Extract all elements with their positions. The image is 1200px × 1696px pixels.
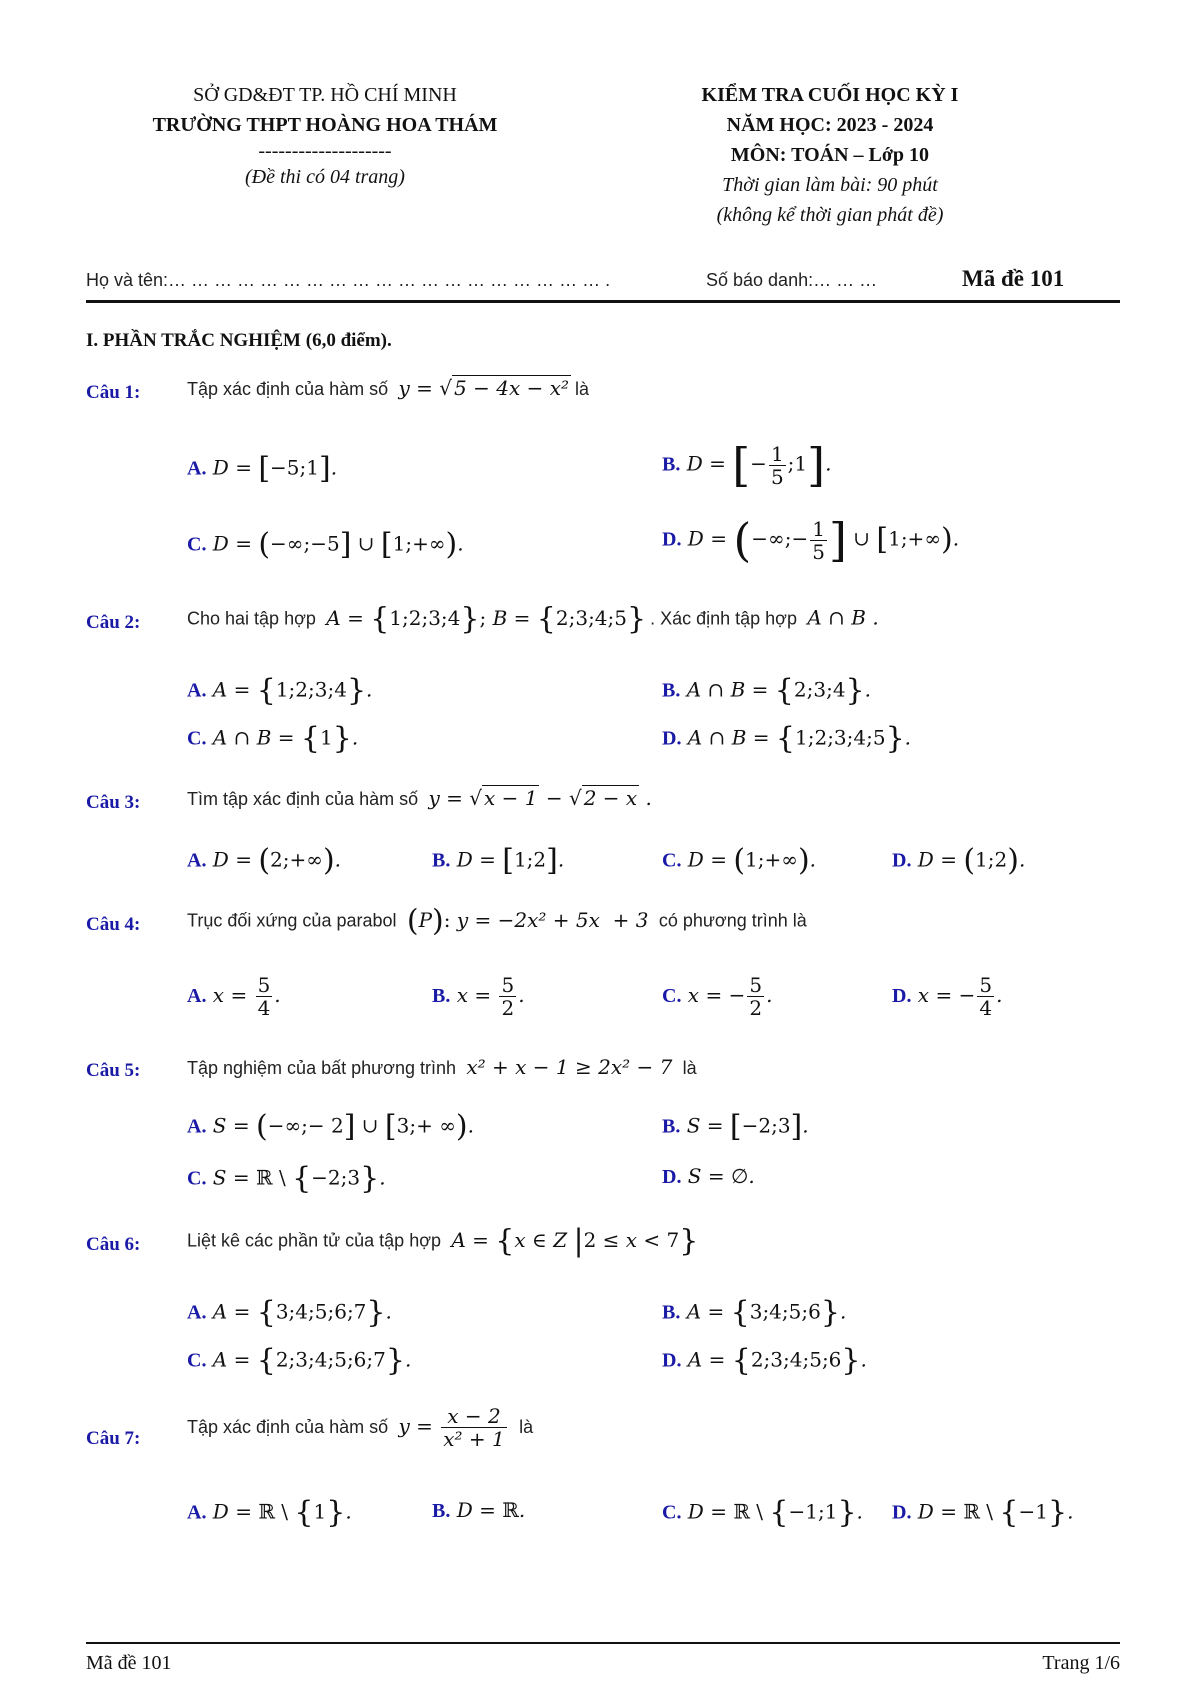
question-stem: Tập nghiệm của bất phương trình x² + x − 1 ≥ 2x² − 7 là	[187, 1055, 697, 1079]
option-d[interactable]: D. D = ℝ \ {−1}.	[892, 1495, 1074, 1530]
header-dashes: --------------------	[258, 140, 392, 162]
option-c[interactable]: C. D = ℝ \ {−1;1}.	[662, 1495, 863, 1530]
question-stem: Trục đối xứng của parabol (P): y = −2x² + 5x + 3 có phương trình là	[187, 903, 807, 938]
option-c[interactable]: C. D = (1;+∞).	[662, 843, 817, 878]
question-label: Câu 6:	[86, 1234, 141, 1255]
exam-time: Thời gian làm bài: 90 phút	[722, 174, 938, 196]
footer-rule	[86, 1642, 1120, 1644]
formula: y = √ x − 1 − √ 2 − x .	[422, 786, 652, 810]
option-a[interactable]: A. D = [−5;1].	[187, 451, 338, 486]
option-b[interactable]: B. D = ℝ.	[432, 1498, 526, 1522]
exam-code: Mã đề 101	[962, 266, 1065, 291]
option-b[interactable]: B. S = [−2;3].	[662, 1109, 809, 1144]
header-left	[90, 80, 560, 192]
option-b[interactable]: B. A ∩ B = {2;3;4}.	[662, 673, 871, 708]
header-rule	[86, 300, 1120, 303]
option-a[interactable]: A. D = (2;+∞).	[187, 843, 342, 878]
formula: y = √ 5 − 4x − x²	[392, 376, 569, 400]
question-label: Câu 1:	[86, 382, 141, 403]
option-d[interactable]: D. A ∩ B = {1;2;3;4;5}.	[662, 721, 912, 756]
question-label: Câu 5:	[86, 1060, 141, 1081]
question-stem: Tìm tập xác định của hàm số y = √ x − 1 − √ 2 − x .	[187, 786, 652, 810]
question-label: Câu 3:	[86, 792, 141, 813]
department: SỞ GD&ĐT TP. HỒ CHÍ MINH	[193, 84, 457, 106]
question-stem: Tập xác định của hàm số y = √ 5 − 4x − x² là	[187, 376, 590, 400]
section-title: I. PHẦN TRẮC NGHIỆM (6,0 điểm).	[86, 330, 392, 351]
question-label: Câu 7:	[86, 1428, 141, 1449]
formula: A = {1;2;3;4}; B = {2;3;4;5}	[319, 601, 647, 636]
option-d[interactable]: D. D = (1;2).	[892, 843, 1026, 878]
school-year: NĂM HỌC: 2023 - 2024	[726, 114, 934, 136]
option-d[interactable]: D. A = {2;3;4;5;6}.	[662, 1343, 867, 1378]
header-right	[600, 80, 1060, 230]
option-a[interactable]: A. D = ℝ \ {1}.	[187, 1495, 352, 1530]
footer-exam-code: Mã đề 101	[86, 1652, 172, 1674]
formula: A = {x ∈ Z |2 ≤ x < 7}	[445, 1223, 699, 1258]
school-name: TRƯỜNG THPT HOÀNG HOA THÁM	[152, 114, 498, 136]
option-b[interactable]: B. x = $\frac{5}{2}$ .	[432, 973, 525, 1020]
student-id-field: Số báo danh:… … …	[706, 270, 878, 290]
question-stem: Tập xác định của hàm số y = $\frac{x - 2}{\text{x² + 1}}$ là	[187, 1404, 534, 1451]
question-stem: Cho hai tập hợp A = {1;2;3;4}; B = {2;3;4;5} . Xác định tập hợp A ∩ B .	[187, 601, 879, 636]
student-name-field: Họ và tên:… … … … … … … … … … … … … … … … … … … .	[86, 270, 611, 290]
option-a[interactable]: A. x = $\frac{5}{4}$ .	[187, 973, 281, 1020]
option-b[interactable]: B. D = [− $\frac{1}{5}$ ;1].	[662, 438, 832, 492]
option-a[interactable]: A. A = {1;2;3;4}.	[187, 673, 373, 708]
option-d[interactable]: D. D = (−∞;− $\frac{1}{5}$ ] ∪ [1;+∞).	[662, 513, 960, 567]
subject: MÔN: TOÁN – Lớp 10	[730, 144, 930, 166]
question-stem: Liệt kê các phần tử của tập hợp A = {x ∈ Z |2 ≤ x < 7}	[187, 1223, 699, 1258]
option-d[interactable]: D. S = ∅.	[662, 1164, 755, 1188]
option-c[interactable]: C. A ∩ B = {1}.	[187, 721, 359, 756]
pages-note: (Đề thi có 04 trang)	[245, 166, 405, 188]
option-c[interactable]: C. x = − $\frac{5}{2}$ .	[662, 973, 773, 1020]
formula: (P): y = −2x² + 5x + 3	[406, 903, 655, 938]
option-d[interactable]: D. x = − $\frac{5}{4}$ .	[892, 973, 1003, 1020]
page-number: Trang 1/6	[1042, 1652, 1120, 1674]
option-a[interactable]: A. A = {3;4;5;6;7}.	[187, 1295, 392, 1330]
formula: x² + x − 1 ≥ 2x² − 7	[460, 1055, 679, 1079]
time-note: (không kể thời gian phát đề)	[716, 204, 944, 226]
option-b[interactable]: B. A = {3;4;5;6}.	[662, 1295, 847, 1330]
option-b[interactable]: B. D = [1;2].	[432, 843, 565, 878]
option-c[interactable]: C. A = {2;3;4;5;6;7}.	[187, 1343, 412, 1378]
exam-title: KIỂM TRA CUỐI HỌC KỲ I	[701, 84, 959, 106]
option-c[interactable]: C. D = (−∞;−5] ∪ [1;+∞).	[187, 527, 464, 562]
question-label: Câu 2:	[86, 612, 141, 633]
question-label: Câu 4:	[86, 914, 141, 935]
option-c[interactable]: C. S = ℝ \ {−2;3}.	[187, 1161, 386, 1196]
formula: y = $\frac{x - 2}{\text{x² + 1}}$	[392, 1404, 505, 1451]
option-a[interactable]: A. S = (−∞;− 2] ∪ [3;+ ∞).	[187, 1109, 474, 1144]
